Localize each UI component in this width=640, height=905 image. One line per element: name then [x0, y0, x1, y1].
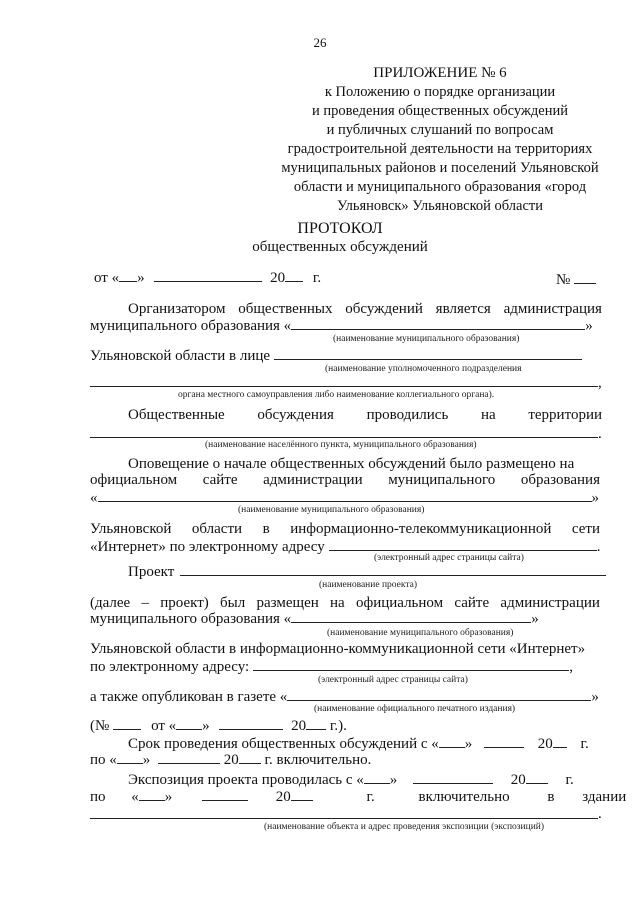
term-start-day-blank[interactable] [439, 734, 465, 748]
organizer-line: Организатором общественных обсуждений является администрация [128, 301, 602, 317]
appendix-line: градостроительной деятельности на территориях [287, 141, 593, 157]
territory-blank-line[interactable] [90, 437, 598, 438]
appendix-line: к Положению о порядке организации [324, 84, 556, 100]
notice-address-line: «Интернет» по электронному адресу . [90, 539, 601, 555]
publication-line: (№ от « » 20 г.). [90, 718, 347, 734]
expo-end-day-blank[interactable] [139, 787, 165, 801]
expo-start-day-blank[interactable] [364, 770, 390, 784]
year-blank[interactable] [285, 268, 303, 282]
notice-address-caption: (электронный адрес страницы сайта) [374, 553, 524, 563]
appendix-header [270, 64, 610, 216]
protocol-title: ПРОТОКОЛ [297, 220, 383, 237]
number-blank[interactable] [574, 270, 596, 284]
municipality-caption: (наименование муниципального образования) [333, 334, 520, 344]
project-municipality-blank[interactable] [291, 609, 531, 623]
project-address-line: по электронному адресу: , [90, 659, 573, 675]
project-line: Проект [128, 562, 606, 581]
newspaper-blank[interactable] [287, 687, 591, 701]
term-end-month-blank[interactable] [158, 750, 220, 764]
expo-start-year-blank[interactable] [526, 770, 548, 784]
exposition-end-line: по « » 20 г. включительно в здании [90, 789, 627, 805]
term-start-year-blank[interactable] [553, 734, 567, 748]
department-caption: (наименование уполномоченного подразделения [325, 364, 522, 374]
term-line: Срок проведения общественных обсуждений с « » 20 г. [128, 736, 589, 752]
appendix-title: ПРИЛОЖЕНИЕ № 6 [373, 65, 507, 81]
newspaper-caption: (наименование официального печатного издания) [314, 704, 516, 714]
term-end-day-blank[interactable] [117, 750, 143, 764]
body-caption: органа местного самоуправления либо наименование коллегиального органа). [178, 390, 495, 400]
protocol-subtitle: общественных обсуждений [252, 239, 428, 255]
project-caption: (наименование проекта) [319, 580, 418, 590]
appendix-line: и проведения общественных обсуждений [311, 103, 568, 119]
protocol-number: № [556, 270, 596, 289]
notice-network-line: Ульяновской области в информационно-телекоммуникационной сети [90, 521, 600, 537]
project-blank[interactable] [180, 562, 606, 576]
line-end-period: . [598, 806, 602, 822]
date-line: от « » 20 г. [94, 270, 322, 286]
page-number: 26 [313, 35, 327, 50]
notice-municipality-caption: (наименование муниципального образования) [238, 505, 425, 515]
project-municipality-line: муниципального образования « » [90, 611, 539, 627]
notice-address-blank[interactable] [329, 537, 597, 551]
department-blank[interactable] [274, 346, 582, 360]
line-end-period: . [598, 426, 602, 442]
project-address-blank[interactable] [253, 657, 569, 671]
body-blank-line[interactable] [90, 386, 598, 387]
issue-month-blank[interactable] [219, 716, 283, 730]
exposition-line: Экспозиция проекта проводилась с « » 20 г. [128, 772, 574, 788]
appendix-line: муниципальных районов и поселений Ульяновской [281, 160, 599, 176]
territory-caption: (наименование населённого пункта, муниципального образования) [205, 440, 477, 450]
exposition-blank-line[interactable] [90, 818, 598, 819]
municipality-line: муниципального образования « » [90, 318, 593, 334]
issue-number-blank[interactable] [113, 716, 141, 730]
expo-end-year-blank[interactable] [291, 787, 313, 801]
appendix-line: и публичных слушаний по вопросам [326, 122, 554, 138]
issue-day-blank[interactable] [176, 716, 202, 730]
appendix-line: Ульяновск» Ульяновской области [336, 198, 544, 214]
term-start-month-blank[interactable] [484, 734, 524, 748]
day-blank[interactable] [119, 268, 137, 282]
expo-start-month-blank[interactable] [413, 770, 493, 784]
notice-site-line: официальном сайте администрации муниципального образования [90, 472, 600, 488]
project-municipality-caption: (наименование муниципального образования) [327, 628, 514, 638]
appendix-line: области и муниципального образования «город [293, 179, 587, 195]
term-end-line: по « » 20 г. включительно. [90, 752, 372, 768]
project-address-caption: (электронный адрес страницы сайта) [318, 675, 468, 685]
project-site-line: (далее – проект) был размещен на официальном сайте администрации [90, 595, 600, 611]
expo-end-month-blank[interactable] [202, 787, 248, 801]
newspaper-line: а также опубликован в газете « » [90, 689, 599, 705]
project-network-line: Ульяновской области в информационно-коммуникационной сети «Интернет» [90, 641, 586, 657]
term-end-year-blank[interactable] [239, 750, 261, 764]
held-line: Общественные обсуждения проводились на территории [128, 407, 602, 423]
notice-line: Оповещение о начале общественных обсуждений было размещено на [128, 456, 575, 472]
notice-municipality-blank[interactable] [98, 488, 592, 502]
notice-municipality-line: « » [90, 490, 599, 506]
exposition-caption: (наименование объекта и адрес проведения экспозиции (экспозиций) [264, 822, 545, 832]
represented-by-line: Ульяновской области в лице [90, 346, 582, 365]
issue-year-blank[interactable] [306, 716, 326, 730]
line-end-comma: , [598, 375, 602, 391]
month-blank[interactable] [154, 268, 262, 282]
municipality-blank[interactable] [291, 316, 585, 330]
